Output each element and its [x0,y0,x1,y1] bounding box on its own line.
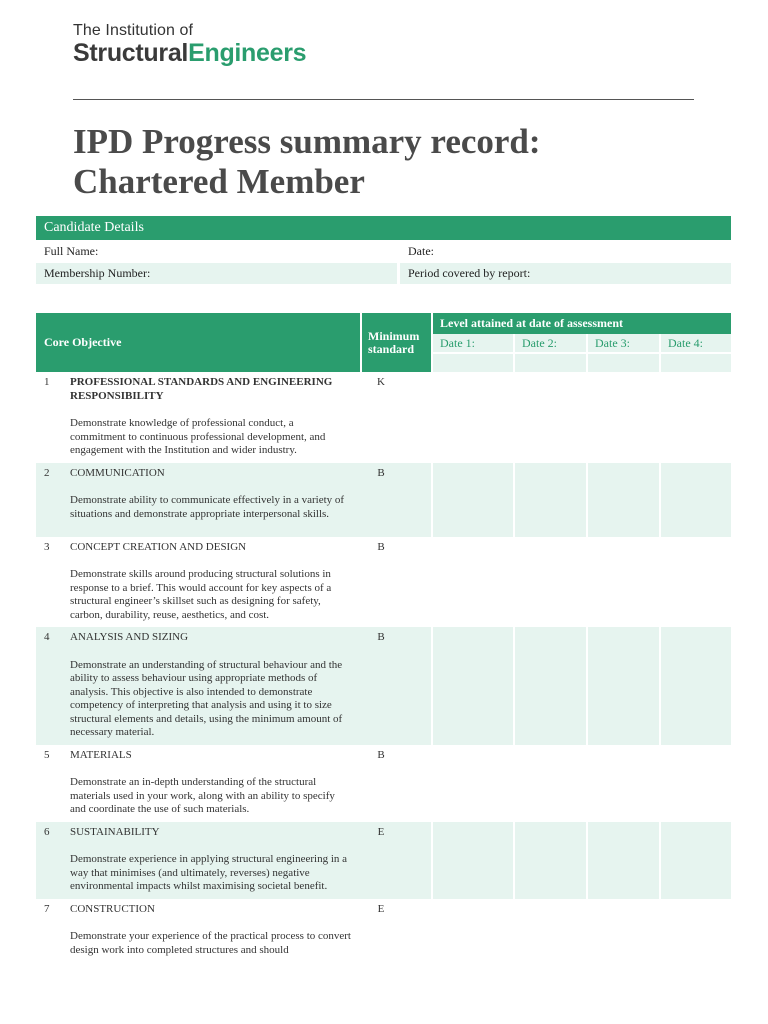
objective-number: 6 [36,822,70,899]
objective-date-3-cell[interactable] [587,537,660,628]
page-title [73,122,541,202]
objective-row [36,463,731,537]
objective-date-1-cell[interactable] [432,822,514,899]
objective-row [36,745,731,822]
level-attained-header: Level attained at date of assessment [432,313,731,334]
logo-line-1: The Institution of [73,22,194,39]
objective-standard: B [377,748,385,761]
objective-description [70,822,361,899]
objective-description [70,627,361,745]
full-name-field[interactable]: Full Name: [44,244,99,258]
objective-row [36,372,731,463]
candidate-details-heading: Candidate Details [36,216,731,240]
candidate-row-membership [36,263,731,284]
objective-text: Demonstrate skills around producing structural solutions in response to a brief. This would account for key aspects of a structural engineer’s skillset such as designing for safety, carbon, durability, reuse, aesthetics, and cost. [70,568,332,621]
date-4-entry[interactable] [660,353,731,372]
objective-title: COMMUNICATION [70,466,165,479]
objective-date-4-cell[interactable] [660,463,731,537]
date-1-entry[interactable] [432,353,514,372]
objective-standard: E [361,822,432,899]
objective-date-2-cell[interactable] [514,899,587,963]
objective-standard: B [361,463,432,537]
objective-description [70,899,361,963]
page-title-line-1: IPD Progress summary record: [73,122,541,161]
date-2-header: Date 2: [514,334,587,353]
objective-date-3-cell[interactable] [587,463,660,537]
objective-date-2-cell[interactable] [514,372,587,463]
minimum-standard-header: Minimum standard [361,313,432,372]
logo-word-structural: Structural [73,39,189,67]
objective-date-3-cell[interactable] [587,745,660,822]
date-3-header: Date 3: [587,334,660,353]
objective-date-4-cell[interactable] [660,899,731,963]
objective-description [70,537,361,628]
objective-description [70,745,361,822]
objective-text: Demonstrate ability to communicate effectively in a variety of situations and demonstrate appropriate interpersonal skills. [70,494,345,520]
objective-number: 5 [44,748,50,761]
objective-standard: K [377,376,385,388]
objective-number: 3 [44,540,50,553]
objective-text: Demonstrate an in-depth understanding of the structural materials used in your work, along with an ability to specify and coordinate the use of such materials. [70,776,335,815]
objective-date-1-cell[interactable] [432,627,514,745]
page-title-line-2: Chartered Member [73,162,365,201]
objective-date-1-cell[interactable] [432,537,514,628]
objective-text: Demonstrate an understanding of structural behaviour and the ability to assess behaviour using appropriate methods of analysis. This objective is also intended to demonstrate competency of interpreting that analysis and using it to size structural elements and details, using the minimum amount of necessary material. [70,658,343,738]
objective-title: MATERIALS [70,748,132,761]
objective-date-4-cell[interactable] [660,627,731,745]
objective-title: SUSTAINABILITY [70,825,160,838]
objective-row [36,899,731,963]
objective-date-4-cell[interactable] [660,537,731,628]
objective-date-4-cell[interactable] [660,372,731,463]
objective-title: CONSTRUCTION [70,902,155,915]
objective-date-1-cell[interactable] [432,372,514,463]
objective-standard: E [377,902,385,915]
period-covered-field[interactable]: Period covered by report: [397,263,731,284]
candidate-details-table [36,216,731,284]
objective-description [70,463,361,537]
objective-row [36,822,731,899]
objective-standard: B [377,540,385,553]
membership-number-field[interactable]: Membership Number: [36,263,397,284]
core-objectives-table [36,313,731,962]
candidate-row-name [36,241,731,262]
objective-date-2-cell[interactable] [514,627,587,745]
date-field[interactable]: Date: [397,241,731,262]
date-3-entry[interactable] [587,353,660,372]
core-objective-header: Core Objective [36,313,361,372]
objective-date-2-cell[interactable] [514,745,587,822]
objective-row [36,627,731,745]
objective-date-3-cell[interactable] [587,822,660,899]
objective-number: 4 [36,627,70,745]
date-4-header: Date 4: [660,334,731,353]
objective-text: Demonstrate knowledge of professional conduct, a commitment to continuous professional development, and engagement with the Institution and wider industry. [70,417,326,456]
objective-date-4-cell[interactable] [660,822,731,899]
objective-date-2-cell[interactable] [514,822,587,899]
objective-title: ANALYSIS AND SIZING [70,631,189,643]
objective-text: Demonstrate experience in applying structural engineering in a way that minimises (and ultimately, reverses) negative environmental impacts whilst maximising societal benefit. [70,853,348,892]
date-2-entry[interactable] [514,353,587,372]
objective-date-2-cell[interactable] [514,463,587,537]
objective-date-3-cell[interactable] [587,372,660,463]
logo-word-engineers: Engineers [188,39,307,67]
date-1-header: Date 1: [432,334,514,353]
institution-logo [73,22,306,66]
objective-title: PROFESSIONAL STANDARDS AND ENGINEERING RESPONSIBILITY [70,376,333,402]
objective-description [70,372,361,463]
objective-date-3-cell[interactable] [587,899,660,963]
objective-number: 2 [36,463,70,537]
objective-date-3-cell[interactable] [587,627,660,745]
header-divider [73,99,694,100]
logo-line-2 [73,40,306,66]
objective-title: CONCEPT CREATION AND DESIGN [70,540,247,553]
objective-row [36,537,731,628]
objective-date-1-cell[interactable] [432,745,514,822]
objective-standard: B [361,627,432,745]
objective-date-2-cell[interactable] [514,537,587,628]
objective-date-1-cell[interactable] [432,463,514,537]
objective-date-1-cell[interactable] [432,899,514,963]
objective-date-4-cell[interactable] [660,745,731,822]
objective-number: 1 [44,376,50,388]
objective-number: 7 [44,902,50,915]
objective-text: Demonstrate your experience of the practical process to convert design work into completed structures and should [70,930,351,956]
